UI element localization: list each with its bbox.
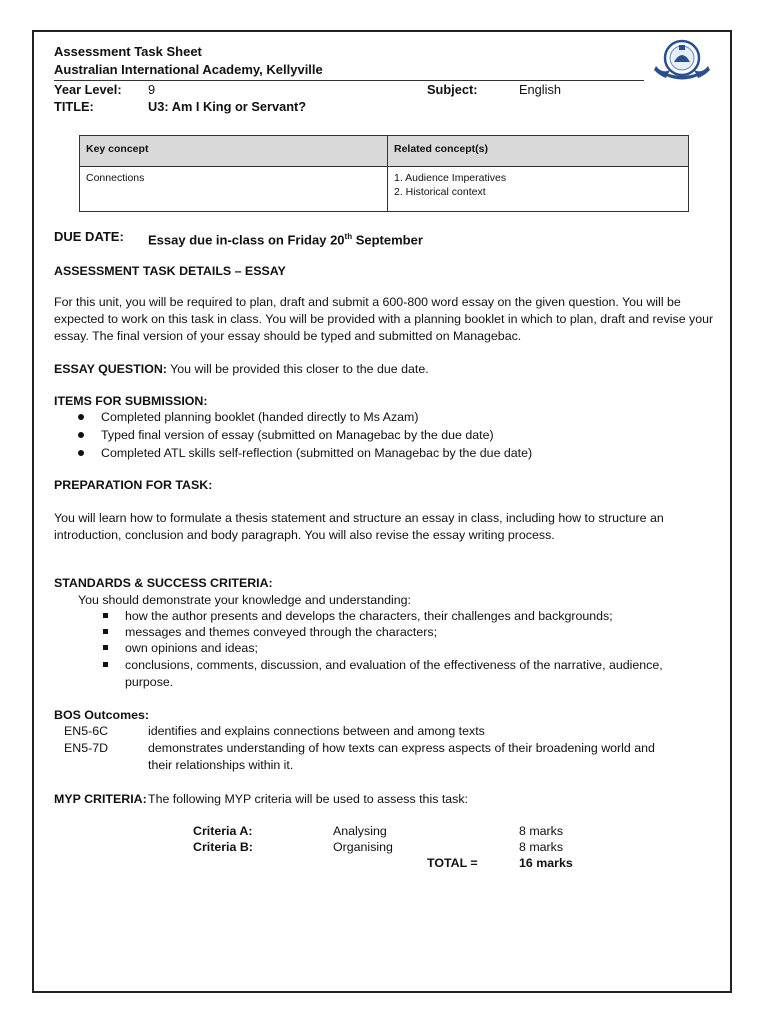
table-row (80, 167, 689, 212)
criteria-skill: Analysing (333, 824, 387, 838)
square-bullet-icon (103, 662, 108, 667)
outcome-text-continuation: their relationships within it. (148, 758, 294, 772)
criteria-skill: Organising (333, 840, 393, 854)
myp-intro: The following MYP criteria will be used to assess this task: (148, 792, 468, 806)
square-bullet-icon (103, 629, 108, 634)
essay-question-label: ESSAY QUESTION: (54, 362, 167, 376)
bullet-icon (78, 414, 84, 420)
list-item: Completed planning booklet (handed directly to Ms Azam) (101, 410, 419, 424)
subject-value: English (519, 82, 561, 97)
standards-heading: STANDARDS & SUCCESS CRITERIA: (54, 576, 273, 590)
outcome-text: identifies and explains connections between and among texts (148, 724, 485, 738)
preparation-body: You will learn how to formulate a thesis statement and structure an essay in class, including how to structure an introduction, conclusion and body paragraph. You will also revise the essay writing process. (54, 511, 664, 542)
title-label: TITLE: (54, 99, 94, 114)
due-date-suffix: th (344, 232, 353, 241)
criteria-marks: 8 marks (519, 824, 564, 838)
key-concept-header: Key concept (80, 136, 388, 167)
unit-title: U3: Am I King or Servant? (148, 99, 307, 114)
school-crest-icon (652, 36, 712, 82)
related-concept-header: Related concept(s) (388, 136, 689, 167)
school-name: Australian International Academy, Kellyville (54, 62, 323, 77)
bullet-icon (78, 450, 84, 456)
due-date-main: Essay due in-class on Friday 20 (148, 232, 345, 248)
essay-question (54, 361, 429, 377)
table-header-row (80, 136, 689, 167)
list-item: Typed final version of essay (submitted on Managebac by the due date) (101, 428, 494, 442)
list-item: own opinions and ideas; (125, 641, 258, 655)
year-level-label: Year Level: (54, 82, 122, 97)
due-date-text (148, 229, 423, 248)
standards-intro: You should demonstrate your knowledge and understanding: (78, 593, 411, 607)
total-label: TOTAL = (427, 856, 478, 870)
key-concept-cell: Connections (80, 167, 388, 212)
list-item: conclusions, comments, discussion, and evaluation of the effectiveness of the narrative, audience, (125, 658, 663, 672)
year-level-value: 9 (148, 82, 156, 97)
bullet-icon (78, 432, 84, 438)
myp-label: MYP CRITERIA: (54, 792, 147, 806)
square-bullet-icon (103, 645, 108, 650)
due-date-month: September (352, 232, 423, 248)
document-title: Assessment Task Sheet (54, 44, 202, 59)
submission-heading: ITEMS FOR SUBMISSION: (54, 394, 208, 408)
list-item-continuation: purpose. (125, 675, 174, 689)
details-body: For this unit, you will be required to plan, draft and submit a 600-800 word essay on the given question. You will be expected to work on this task in class. You will be provided with a planning booklet in which to plan, draft and revise your essay. The final version of your essay should be typed and submitted on Managebac. (54, 295, 714, 343)
outcome-text: demonstrates understanding of how texts can express aspects of their broadening world and (148, 741, 655, 755)
list-item: messages and themes conveyed through the characters; (125, 625, 438, 639)
related-concept-item: 1. Audience Imperatives (394, 172, 507, 184)
related-concept-item: 2. Historical context (394, 186, 486, 198)
criteria-name: Criteria A: (193, 824, 253, 838)
list-item: Completed ATL skills self-reflection (submitted on Managebac by the due date) (101, 446, 533, 460)
list-item: how the author presents and develops the characters, their challenges and backgrounds; (125, 609, 613, 623)
due-date-label: DUE DATE: (54, 229, 124, 244)
square-bullet-icon (103, 613, 108, 618)
header-divider (54, 80, 644, 81)
total-marks: 16 marks (519, 856, 573, 870)
outcome-code: EN5-7D (64, 741, 109, 755)
concepts-table (79, 135, 689, 212)
details-heading: ASSESSMENT TASK DETAILS – ESSAY (54, 264, 286, 278)
subject-label: Subject: (427, 82, 478, 97)
criteria-marks: 8 marks (519, 840, 564, 854)
bos-heading: BOS Outcomes: (54, 708, 150, 722)
related-concept-cell (388, 167, 689, 212)
criteria-name: Criteria B: (193, 840, 253, 854)
preparation-heading: PREPARATION FOR TASK: (54, 478, 213, 492)
outcome-code: EN5-6C (64, 724, 109, 738)
essay-question-text: You will be provided this closer to the due date. (166, 362, 429, 376)
